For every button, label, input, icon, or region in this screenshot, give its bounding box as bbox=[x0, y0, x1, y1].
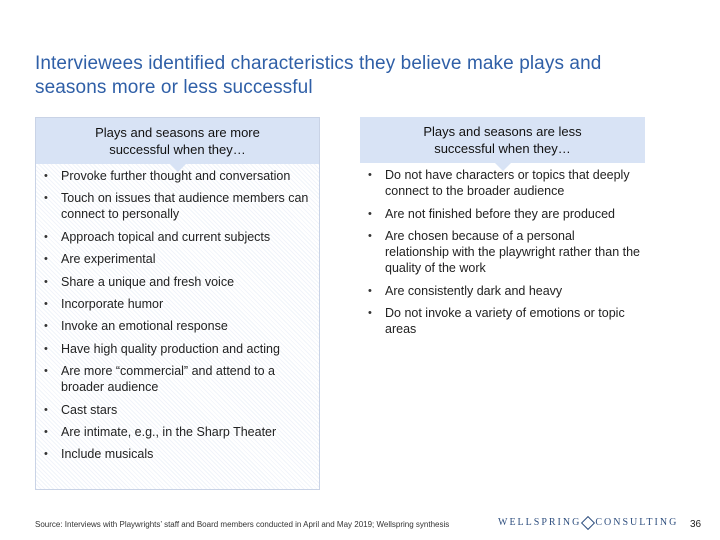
logo-diamond-icon bbox=[581, 516, 595, 530]
bullet-icon: • bbox=[44, 365, 48, 378]
bullet-icon: • bbox=[368, 207, 372, 220]
bullet-icon: • bbox=[44, 192, 48, 205]
more-successful-header-text: Plays and seasons are more successful when they… bbox=[95, 125, 260, 157]
list-item: • Are consistently dark and heavy bbox=[368, 283, 563, 298]
bullet-icon: • bbox=[368, 284, 372, 297]
source-footnote: Source: Interviews with Playwrights’ staff and Board members conducted in April and May 2019; Wellspring synthesis bbox=[35, 520, 450, 529]
bullet-icon: • bbox=[368, 230, 372, 243]
list-item: • Share a unique and fresh voice bbox=[44, 274, 235, 289]
company-logo bbox=[498, 517, 678, 528]
list-item: • Are more “commercial” and attend to a broader audience bbox=[44, 364, 275, 395]
list-item: • Have high quality production and acting bbox=[44, 341, 280, 356]
less-successful-list bbox=[360, 167, 645, 344]
logo-text-left: WELLSPRING bbox=[498, 517, 582, 528]
bullet-icon: • bbox=[44, 170, 48, 182]
list-item: • Are intimate, e.g., in the Sharp Theater bbox=[44, 424, 277, 439]
list-item: • Do not invoke a variety of emotions or topic areas bbox=[368, 306, 625, 337]
bullet-icon: • bbox=[368, 307, 372, 320]
bullet-icon: • bbox=[44, 230, 48, 243]
bullet-icon: • bbox=[44, 448, 48, 461]
page-number: 36 bbox=[690, 519, 702, 530]
list-item: • Include musicals bbox=[44, 447, 154, 462]
more-successful-list bbox=[36, 168, 321, 469]
less-successful-panel bbox=[360, 117, 645, 490]
more-successful-panel bbox=[35, 117, 320, 490]
list-item: • Are experimental bbox=[44, 252, 156, 267]
list-item: • Approach topical and current subjects bbox=[44, 229, 271, 244]
bullet-icon: • bbox=[44, 275, 48, 288]
list-item: • Cast stars bbox=[44, 402, 118, 417]
less-successful-header-text: Plays and seasons are less successful when they… bbox=[423, 124, 582, 156]
bullet-icon: • bbox=[44, 425, 48, 438]
bullet-icon: • bbox=[44, 253, 48, 266]
list-item: • Are not finished before they are produced bbox=[368, 206, 616, 221]
bullet-icon: • bbox=[44, 297, 48, 310]
bullet-icon: • bbox=[368, 169, 372, 181]
slide-title: Interviewees identified characteristics they believe make plays and seasons more or less successful bbox=[35, 53, 602, 98]
list-item: • Touch on issues that audience members can connect to personally bbox=[44, 191, 309, 222]
list-item: • Provoke further thought and conversation bbox=[44, 169, 291, 183]
bullet-icon: • bbox=[44, 342, 48, 355]
bullet-icon: • bbox=[44, 320, 48, 333]
logo-text-right: CONSULTING bbox=[595, 517, 679, 528]
list-item: • Invoke an emotional response bbox=[44, 319, 228, 334]
list-item: • Incorporate humor bbox=[44, 296, 164, 311]
list-item: • Are chosen because of a personal relationship with the playwright rather than the quality of the work bbox=[368, 229, 641, 276]
bullet-icon: • bbox=[44, 403, 48, 416]
more-successful-header bbox=[36, 118, 319, 164]
less-successful-header bbox=[360, 117, 645, 163]
list-item: • Do not have characters or topics that deeply connect to the broader audience bbox=[368, 168, 630, 198]
